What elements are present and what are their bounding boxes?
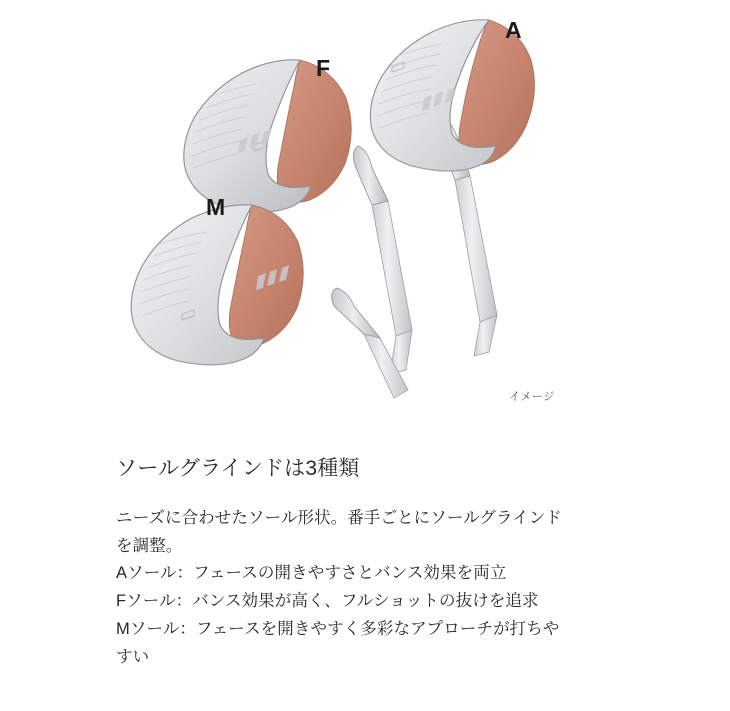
club-label-a: A xyxy=(505,17,522,43)
club-label-f: F xyxy=(316,55,331,81)
section-heading: ソールグラインドは3種類 xyxy=(116,457,360,480)
body-line-2: を調整。 xyxy=(116,536,183,555)
wedge-club-m xyxy=(131,205,408,398)
body-line-4: Fソール：バンス効果が高く、フルショットの抜けを追求 xyxy=(116,592,539,611)
section-body xyxy=(116,505,668,671)
club-label-m: M xyxy=(206,194,226,220)
body-line-6: すい xyxy=(116,647,150,666)
image-caption: イメージ xyxy=(509,391,555,403)
body-line-3: Aソール：フェースの開きやすさとバンス効果を両立 xyxy=(116,564,507,583)
body-line-5: Mソール：フェースを開きやすく多彩なアプローチが打ちや xyxy=(116,619,560,638)
body-line-1: ニーズに合わせたソール形状。番手ごとにソールグラインド xyxy=(116,509,562,527)
